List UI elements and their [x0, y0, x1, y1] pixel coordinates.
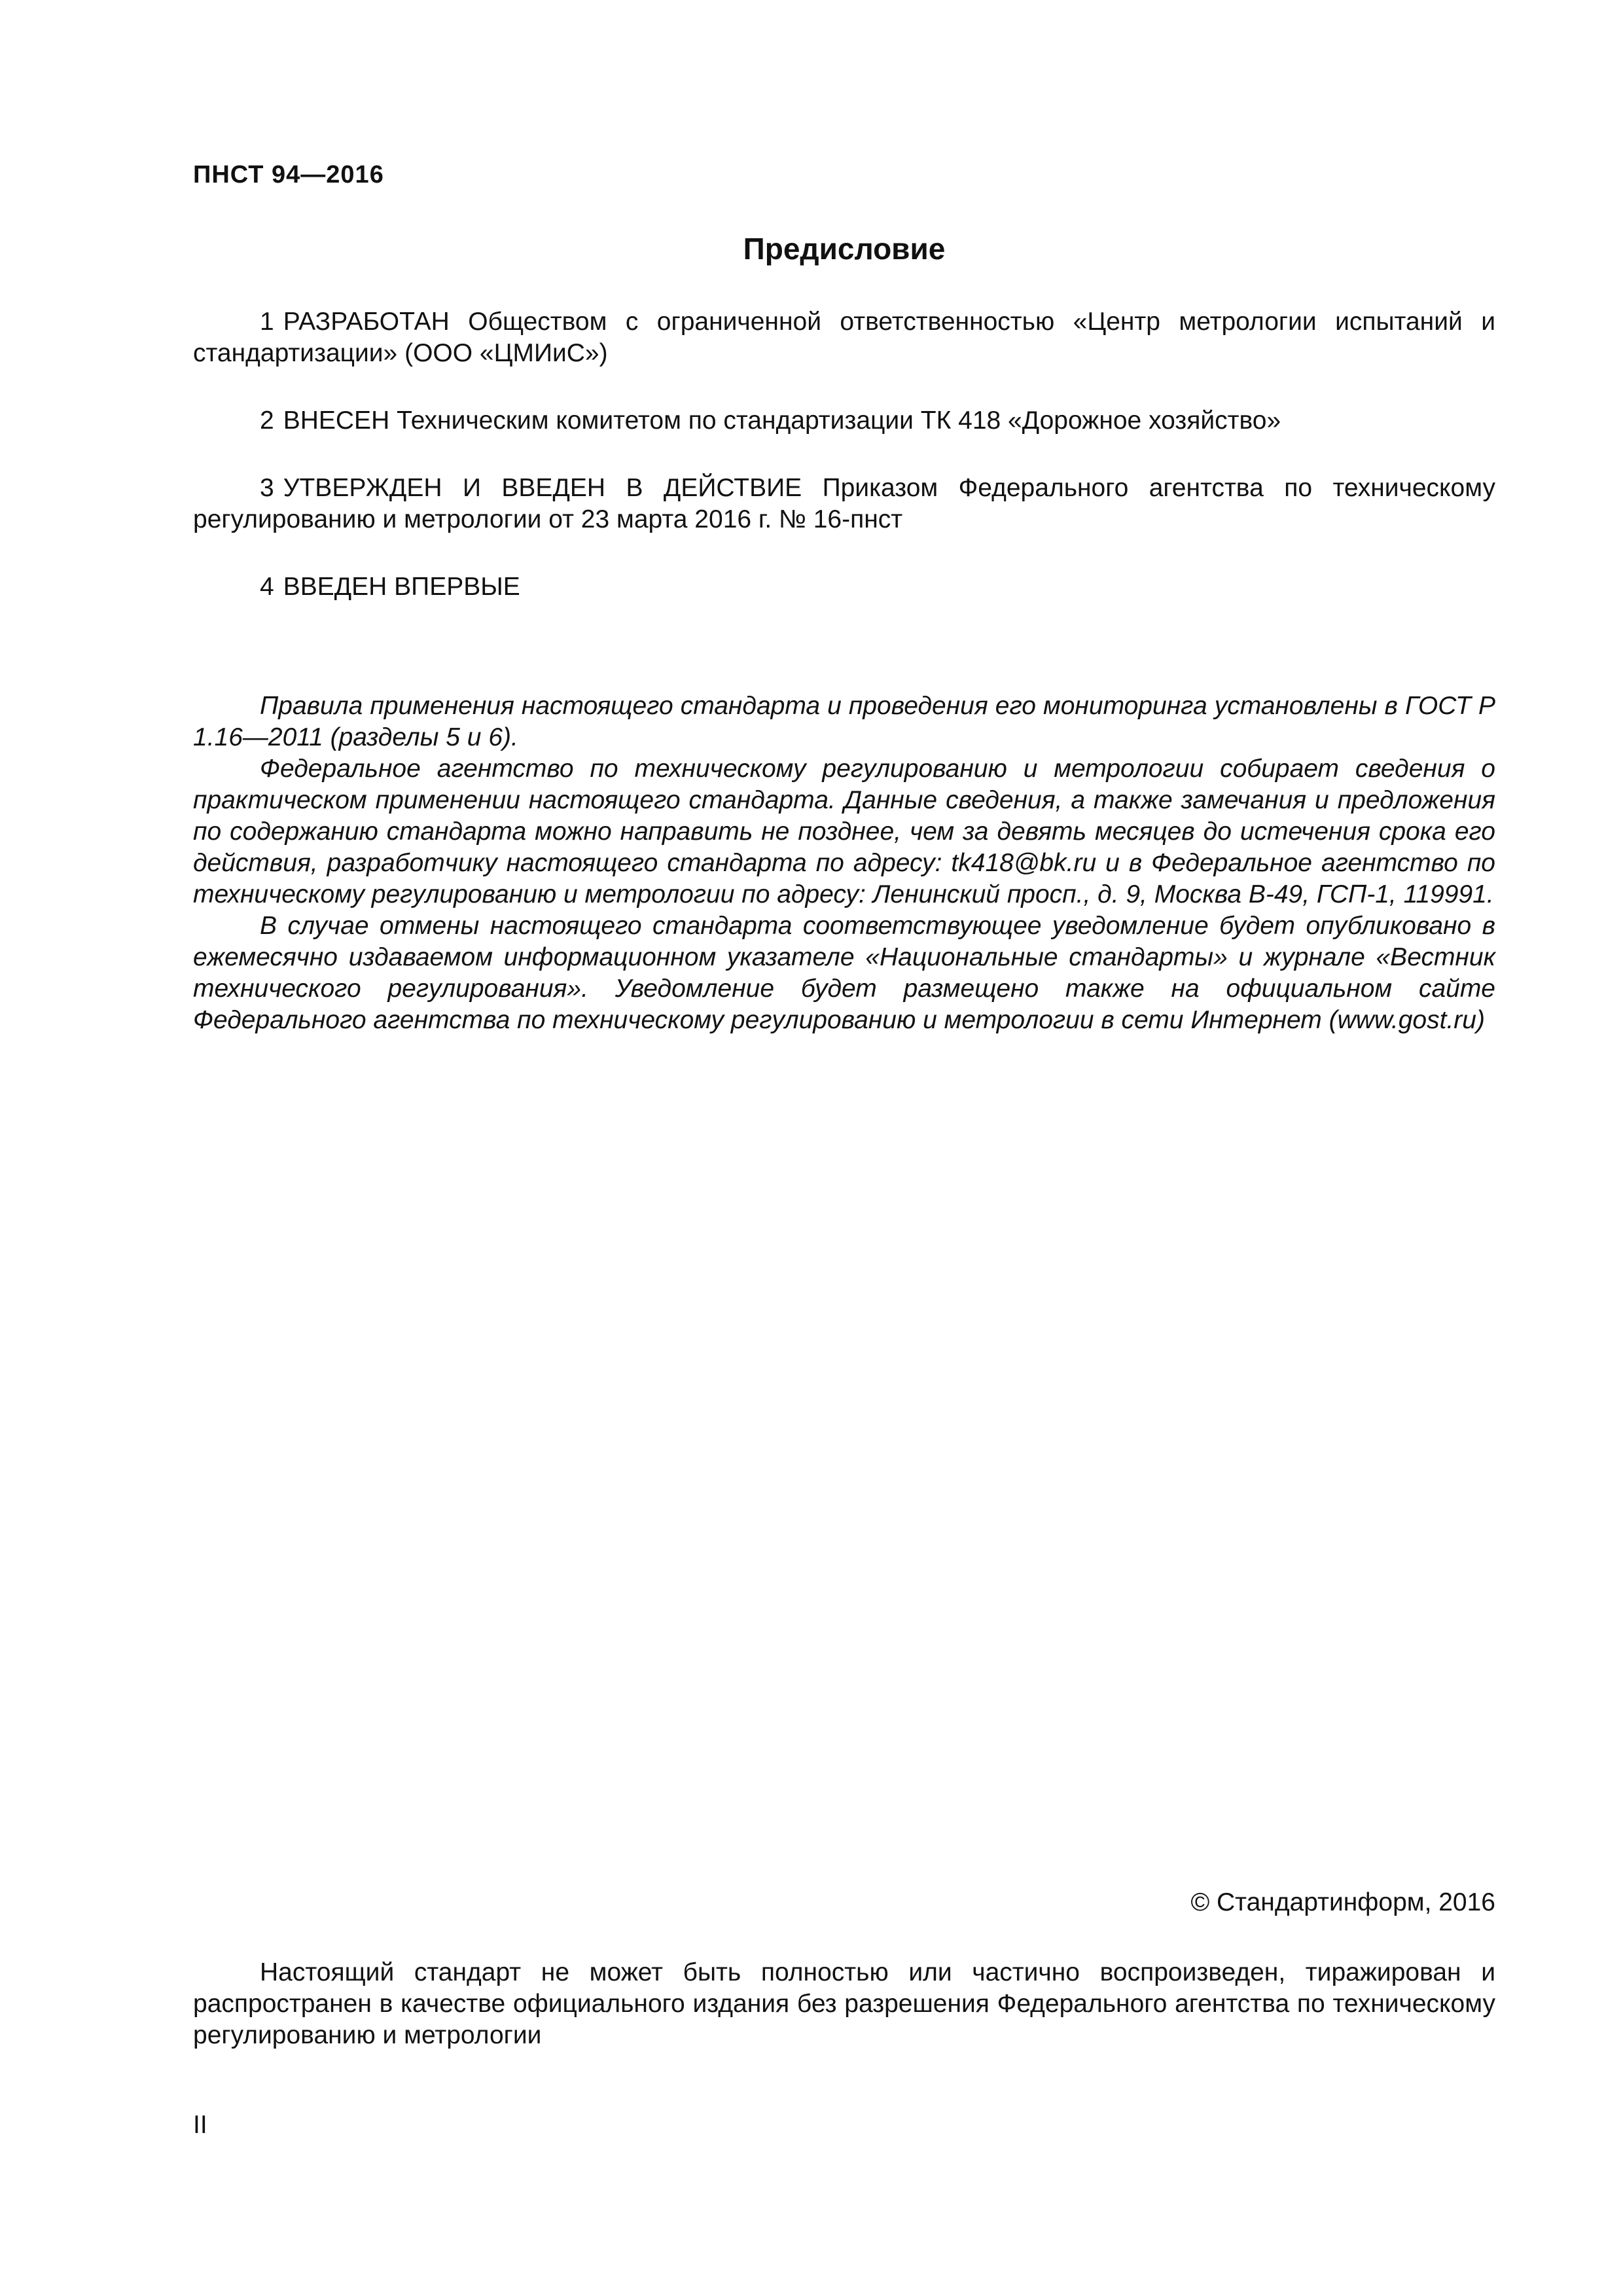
document-code: ПНСТ 94—2016 — [193, 161, 384, 188]
application-notes — [193, 691, 1495, 1036]
preface-item-text: ВВЕДЕН ВПЕРВЫЕ — [283, 573, 520, 601]
preface-item-developed — [193, 306, 1495, 369]
page-number: II — [193, 2111, 207, 2139]
preface-item-introduced — [193, 405, 1495, 437]
note-paragraph: В случае отмены настоящего стандарта соответствующее уведомление будет опубликовано в ежемесячно издаваемом информационном указателе «Национальные стандарты» и журнале «Вестник технического регулирования». Уведомление будет размещено также на официальном сайте Федерального агентства по техническому регулированию и метрологии в сети Интернет (www.gost.ru) — [193, 912, 1495, 1034]
preface-item-number: 4 — [260, 573, 274, 601]
note-paragraph: Правила применения настоящего стандарта и проведения его мониторинга установлены в ГОСТ Р 1.16—2011 (разделы 5 и 6). — [193, 692, 1495, 751]
preface-item-text: РАЗРАБОТАН Обществом с ограниченной ответственностью «Центр метрологии испытаний и стандартизации» (ООО «ЦМИиС») — [193, 308, 1495, 367]
preface-item-number: 2 — [260, 406, 274, 435]
copyright-notice: © Стандартинформ, 2016 — [1190, 1888, 1495, 1916]
preface-item-approved — [193, 473, 1495, 535]
preface-item-text: ВНЕСЕН Техническим комитетом по стандартизации ТК 418 «Дорожное хозяйство» — [283, 406, 1281, 435]
note-paragraph: Федеральное агентство по техническому регулированию и метрологии собирает сведения о практическом применении настоящего стандарта. Данные сведения, а также замечания и предложения по содержанию стандарта можно направить не позднее, чем за девять месяцев до истечения срока его действия, разработчику настоящего стандарта по адресу: tk418@bk.ru и в Федеральное агентство по техническому регулированию и метрологии по адресу: Ленинский просп., д. 9, Москва В-49, ГСП-1, 119991. — [193, 755, 1495, 908]
page-title: Предисловие — [743, 232, 946, 266]
preface-item-number: 3 — [260, 474, 274, 502]
preface-item-first-introduced — [193, 571, 1495, 603]
preface-item-text: УТВЕРЖДЕН И ВВЕДЕН В ДЕЙСТВИЕ Приказом Федерального агентства по техническому регулированию и метрологии от 23 марта 2016 г. № 16-пнст — [193, 474, 1495, 533]
preface-item-number: 1 — [260, 308, 274, 336]
reproduction-notice: Настоящий стандарт не может быть полностью или частично воспроизведен, тиражирован и распространен в качестве официального издания без разрешения Федерального агентства по техническому регулированию и метрологии — [193, 1958, 1495, 2049]
preface-list — [193, 306, 1495, 603]
